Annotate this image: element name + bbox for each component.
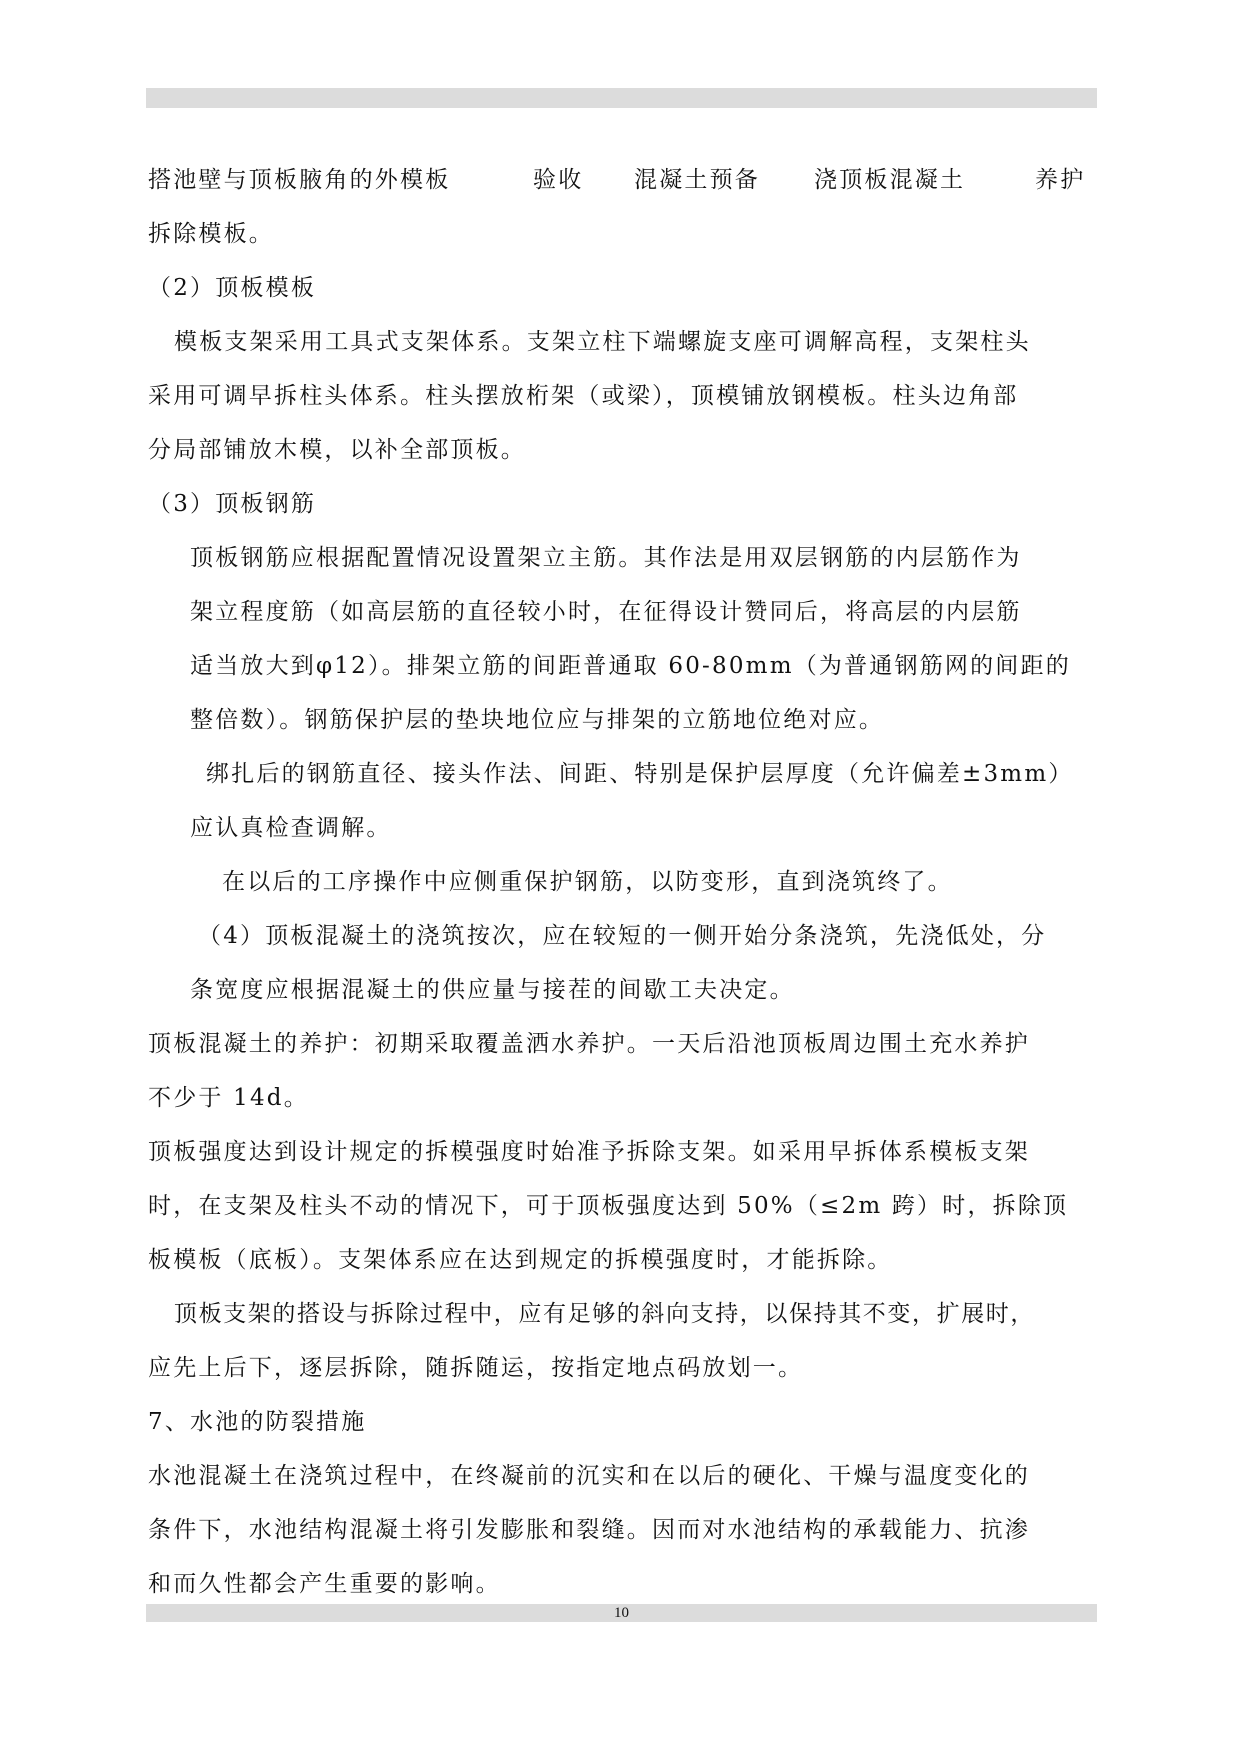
flow-step: 浇顶板混凝土 [814,167,966,193]
flow-last-step: 拆除模板。 [148,221,274,247]
flow-step: 验收 [533,167,584,193]
page-number: 10 [614,1605,629,1621]
paragraph-line: 顶板支架的搭设与拆除过程中，应有足够的斜向支持，以保持其不变，扩展时， [174,1301,1035,1327]
flow-step: 混凝土预备 [634,167,760,193]
paragraph-line: 分局部铺放木模，以补全部顶板。 [148,437,526,463]
flow-step: 养护 [1035,167,1086,193]
paragraph-line: 应先上后下，逐层拆除，随拆随运，按指定地点码放划一。 [148,1355,804,1381]
paragraph-line: 时，在支架及柱头不动的情况下，可于顶板强度达到 50%（≤2m 跨）时，拆除顶 [148,1193,1069,1219]
paragraph-line: 架立程度筋（如高层筋的直径较小时，在征得设计赞同后，将高层的内层筋 [190,599,1022,625]
paragraph-line: 在以后的工序操作中应侧重保护钢筋，以防变形，直到浇筑终了。 [222,869,953,895]
section-heading: 7、水池的防裂措施 [148,1409,367,1435]
paragraph-line: 水池混凝土在浇筑过程中，在终凝前的沉实和在以后的硬化、干燥与温度变化的 [148,1463,1030,1489]
header-rule [146,88,1097,108]
flow-step: 搭池壁与顶板腋角的外模板 [148,167,451,193]
paragraph-line: （4）顶板混凝土的浇筑按次，应在较短的一侧开始分条浇筑，先浇低处，分 [198,923,1047,949]
paragraph-line: 整倍数）。钢筋保护层的垫块地位应与排架的立筋地位绝对应。 [190,707,885,733]
paragraph-line: 顶板钢筋应根据配置情况设置架立主筋。其作法是用双层钢筋的内层筋作为 [190,545,1022,571]
paragraph-line: 条件下，水池结构混凝土将引发膨胀和裂缝。因而对水池结构的承载能力、抗渗 [148,1517,1030,1543]
paragraph-line: 适当放大到φ12）。排架立筋的间距普通取 60-80mm（为普通钢筋网的间距的 [190,653,1071,679]
paragraph-line: 绑扎后的钢筋直径、接头作法、间距、特别是保护层厚度（允许偏差±3mm） [206,761,1074,787]
paragraph-line: 和而久性都会产生重要的影响。 [148,1571,501,1597]
paragraph-line: 板模板（底板）。支架体系应在达到规定的拆模强度时，才能拆除。 [148,1247,893,1273]
paragraph-line: 顶板混凝土的养护：初期采取覆盖洒水养护。一天后沿池顶板周边围土充水养护 [148,1031,1030,1057]
paragraph-line: 模板支架采用工具式支架体系。支架立柱下端螺旋支座可调解高程，支架柱头 [174,329,1031,355]
paragraph-line: 顶板强度达到设计规定的拆模强度时始准予拆除支架。如采用早拆体系模板支架 [148,1139,1030,1165]
paragraph-line: 不少于 14d。 [148,1085,309,1111]
section-heading: （3）顶板钢筋 [148,491,317,517]
section-heading: （2）顶板模板 [148,275,317,301]
paragraph-line: 应认真检查调解。 [190,815,392,841]
paragraph-line: 条宽度应根据混凝土的供应量与接茬的间歇工夫决定。 [190,977,795,1003]
paragraph-line: 采用可调早拆柱头体系。柱头摆放桁架（或梁），顶模铺放钢模板。柱头边角部 [148,383,1019,409]
footer-rule [146,1604,1097,1622]
